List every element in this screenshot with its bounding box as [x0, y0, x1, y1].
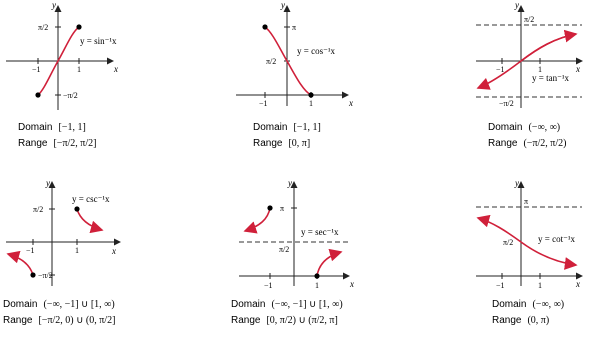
range-label: Range — [492, 315, 522, 326]
tick-label-y-pi: π — [524, 197, 529, 206]
axis-label-x: x — [349, 98, 353, 108]
domain-value: (−∞, ∞) — [528, 122, 561, 133]
axis-label-x: x — [576, 64, 580, 74]
panel-arcsec — [225, 174, 375, 337]
axis-label-x: x — [350, 279, 354, 289]
function-label: y = sin⁻¹x — [80, 36, 117, 46]
axis-label-y: y — [46, 178, 50, 188]
domain-value: (−∞, ∞) — [532, 299, 565, 310]
tick-label-y-bot: −π/2 — [63, 91, 78, 100]
axis-label-y: y — [52, 0, 56, 10]
tick-label-y-halfpi: π/2 — [503, 238, 514, 247]
domain-range-info — [18, 120, 96, 152]
panel-arccsc — [0, 174, 196, 337]
domain-range-info — [3, 297, 115, 329]
domain-range-info — [492, 297, 564, 329]
range-label: Range — [253, 138, 283, 149]
domain-label: Domain — [3, 299, 38, 310]
tick-label-y-halfpi: π/2 — [266, 57, 277, 66]
tick-label-x-neg1: −1 — [259, 99, 268, 108]
endpoint-dot — [267, 205, 272, 210]
curve-arccsc-left — [8, 254, 33, 275]
domain-label: Domain — [488, 122, 523, 133]
function-label: y = tan⁻¹x — [532, 73, 570, 83]
range-label: Range — [231, 315, 261, 326]
axis-label-y: y — [515, 0, 519, 10]
endpoint-dot — [74, 206, 79, 211]
tick-label-y-bot: −π/2 — [38, 271, 53, 280]
axis-label-y: y — [281, 0, 285, 10]
axis-label-y: y — [288, 178, 292, 188]
curve-arctan-right-arrow — [521, 34, 576, 61]
endpoint-dot — [76, 24, 81, 29]
tick-label-y-top: π/2 — [38, 23, 49, 32]
curve-arccot-right — [521, 242, 576, 265]
tick-label-x-1: 1 — [75, 246, 79, 255]
tick-label-y-pi: π — [280, 204, 285, 213]
domain-label: Domain — [231, 299, 266, 310]
curve-arcsec-left — [245, 208, 270, 231]
domain-label: Domain — [253, 122, 288, 133]
domain-value: [−1, 1] — [293, 122, 321, 133]
domain-label: Domain — [18, 122, 53, 133]
tick-label-x-1: 1 — [309, 99, 313, 108]
function-label: y = sec⁻¹x — [301, 227, 339, 237]
tick-label-y-top: π/2 — [33, 205, 44, 214]
range-value: (0, π) — [527, 315, 550, 326]
range-value: [0, π] — [288, 138, 311, 149]
function-label: y = csc⁻¹x — [72, 194, 110, 204]
domain-value: (−∞, −1] ∪ [1, ∞) — [271, 299, 343, 310]
domain-value: [−1, 1] — [58, 122, 86, 133]
endpoint-dot — [314, 273, 319, 278]
domain-range-info — [488, 120, 566, 152]
tick-label-x-neg1: −1 — [264, 281, 273, 290]
tick-label-x-neg1: −1 — [496, 65, 505, 74]
tick-label-x-1: 1 — [538, 281, 542, 290]
axis-label-x: x — [576, 279, 580, 289]
range-label: Range — [18, 138, 48, 149]
tick-label-y-top: π/2 — [524, 15, 535, 24]
tick-label-x-1: 1 — [315, 281, 319, 290]
range-value: [0, π/2) ∪ (π/2, π] — [266, 315, 338, 326]
axis-label-y: y — [515, 178, 519, 188]
tick-label-x-neg1: −1 — [496, 281, 505, 290]
axis-label-x: x — [114, 64, 118, 74]
range-label: Range — [3, 315, 33, 326]
domain-value: (−∞, −1] ∪ [1, ∞) — [43, 299, 115, 310]
tick-label-x-1: 1 — [538, 65, 542, 74]
domain-label: Domain — [492, 299, 527, 310]
function-label: y = cos⁻¹x — [297, 46, 336, 56]
panel-arccos — [225, 0, 365, 168]
endpoint-dot — [30, 272, 35, 277]
tick-label-x-1: 1 — [77, 65, 81, 74]
range-value: [−π/2, 0) ∪ (0, π/2] — [38, 315, 116, 326]
range-label: Range — [488, 138, 518, 149]
domain-range-info — [231, 297, 343, 329]
domain-range-info — [253, 120, 321, 152]
panel-arcsin — [0, 0, 196, 168]
tick-label-x-neg1: −1 — [32, 65, 41, 74]
tick-label-y-halfpi: π/2 — [279, 245, 290, 254]
panel-arctan — [470, 0, 590, 168]
panel-arccot — [470, 174, 590, 337]
curve-arcsec-right — [317, 252, 341, 276]
tick-label-y-pi: π — [292, 23, 297, 32]
curve-arccsc-right — [77, 209, 102, 230]
range-value: [−π/2, π/2] — [53, 138, 97, 149]
endpoint-dot — [35, 92, 40, 97]
tick-label-x-neg1: −1 — [26, 246, 35, 255]
range-value: (−π/2, π/2) — [523, 138, 567, 149]
curve-arccot-left — [478, 218, 521, 242]
endpoint-dot — [308, 92, 313, 97]
axis-label-x: x — [112, 246, 116, 256]
tick-label-y-bot: −π/2 — [499, 99, 514, 108]
endpoint-dot — [262, 24, 267, 29]
function-label: y = cot⁻¹x — [538, 234, 576, 244]
